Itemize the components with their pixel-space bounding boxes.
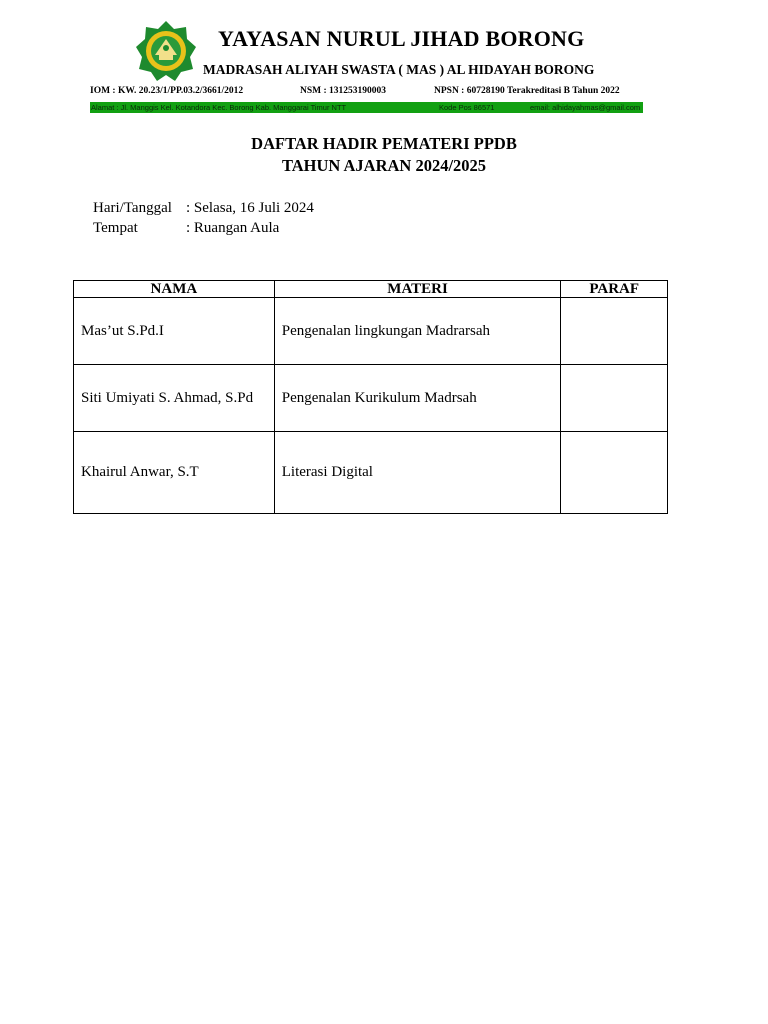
academic-year: TAHUN AJARAN 2024/2025 (281, 156, 487, 175)
cell-nama: Mas’ut S.Pd.I (74, 298, 275, 365)
postal-code: Kode Pos 86571 (439, 103, 495, 112)
address-text: Alamat : Jl. Manggis Kel. Kotandora Kec. Borong Kab. Manggarai Timur NTT (91, 103, 347, 112)
address-bar (90, 102, 643, 113)
npsn-accreditation: NPSN : 60728190 Terakreditasi B Tahun 2022 (434, 86, 620, 96)
table-header-row (74, 281, 668, 298)
table-row (74, 298, 668, 365)
date-label: Hari/Tanggal (93, 200, 172, 216)
cell-nama: Khairul Anwar, S.T (74, 432, 275, 514)
table-row (74, 365, 668, 432)
header-materi: MATERI (274, 281, 561, 298)
table-row (74, 432, 668, 514)
place-row (93, 220, 279, 237)
cell-paraf (561, 298, 668, 365)
email-text: email: alhidayahmas@gmail.com (530, 103, 641, 112)
place-label: Tempat (93, 220, 138, 236)
date-row (93, 200, 314, 217)
cell-materi: Literasi Digital (274, 432, 561, 514)
school-name: MADRASAH ALIYAH SWASTA ( MAS ) AL HIDAYAH BORONG (203, 62, 595, 77)
cell-paraf (561, 432, 668, 514)
date-value: : Selasa, 16 Juli 2024 (186, 200, 314, 216)
header-paraf: PARAF (561, 281, 668, 298)
place-value: : Ruangan Aula (186, 220, 280, 236)
header-nama: NAMA (74, 281, 275, 298)
cell-nama: Siti Umiyati S. Ahmad, S.Pd (74, 365, 275, 432)
nsm-number: NSM : 131253190003 (300, 86, 387, 96)
cell-paraf (561, 365, 668, 432)
school-logo (135, 20, 197, 82)
cell-materi: Pengenalan Kurikulum Madrsah (274, 365, 561, 432)
foundation-name: YAYASAN NURUL JIHAD BORONG (218, 26, 585, 51)
attendance-table (73, 280, 668, 514)
document-title: DAFTAR HADIR PEMATERI PPDB (251, 134, 517, 153)
iom-number: IOM : KW. 20.23/1/PP.03.2/3661/2012 (90, 86, 244, 96)
cell-materi: Pengenalan lingkungan Madrarsah (274, 298, 561, 365)
